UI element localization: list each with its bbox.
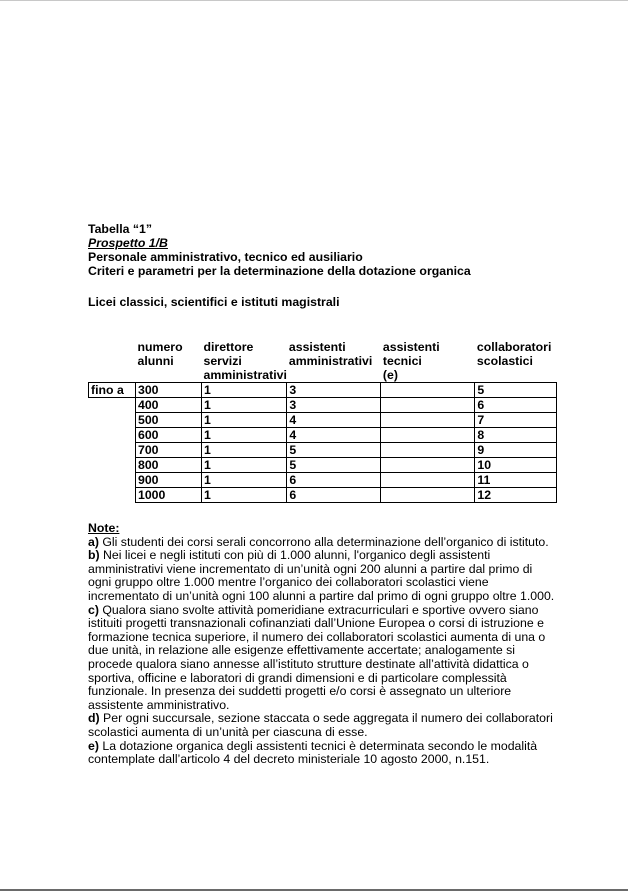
cell-assistenti-tecnici <box>381 383 475 398</box>
note-label: b) <box>88 548 100 563</box>
note-item <box>88 740 558 767</box>
cell-assistenti-tecnici <box>381 443 475 458</box>
section-subtitle: Licei classici, scientifici e istituti magistrali <box>88 295 340 309</box>
cell-collaboratori: 10 <box>475 458 557 473</box>
note-text: Qualora siano svolte attività pomeridiane extracurriculari e sportive ovvero siano istituiti progetti transnazionali cofinanziati dall’Unione Europea o corsi di istruzione e formazione tecnica superiore, il numero dei collaboratori scolastici aumenta di una o due unità, in relazione alle esigenze effettivamente accertate; analogamente si procede qualora siano annesse all’istituto strutture destinate all’attività didattica o sportiva, officine e laboratori di grandi dimensioni e di particolare complessità funzionale. In presenza dei suddetti progetti e/o corsi è assegnato un ulteriore assistente amministrativo. <box>88 602 546 712</box>
row-prefix-cell <box>89 473 136 488</box>
table-row <box>89 413 557 428</box>
col-header-assistenti-amministrativi <box>287 340 381 383</box>
note-text: La dotazione organica degli assistenti tecnici è determinata secondo le modalità contemplate dall’articolo 4 del decreto ministeriale 10 agosto 2000, n.151. <box>88 738 538 767</box>
col-header-numero-alunni <box>136 340 202 383</box>
note-text: Nei licei e negli istituti con più di 1.000 alunni, l'organico degli assistenti amministrativi viene incrementato di un’unità ogni 200 alunni a partire dal primo di ogni gruppo oltre 1.000 mentre l’organico dei collaboratori scolastici viene incrementato di un’unità ogni 100 alunni a partire dal primo di ogni gruppo oltre 1.000. <box>88 548 555 603</box>
table-row <box>89 383 557 398</box>
header-text: amministrativi <box>203 368 287 382</box>
cell-assistenti-amministrativi: 3 <box>287 383 381 398</box>
cell-assistenti-tecnici <box>381 473 475 488</box>
cell-collaboratori: 8 <box>475 428 557 443</box>
note-label: e) <box>88 738 99 753</box>
cell-assistenti-amministrativi: 4 <box>287 428 381 443</box>
note-text: Gli studenti dei corsi serali concorrono alla determinazione dell’organico di istituto. <box>98 534 549 549</box>
note-label: c) <box>88 602 99 617</box>
row-prefix-cell <box>89 413 136 428</box>
row-prefix-cell <box>89 398 136 413</box>
col-header-direttore <box>202 340 287 383</box>
table-header-row <box>89 340 557 383</box>
cell-assistenti-tecnici <box>381 398 475 413</box>
header-text: direttore <box>203 340 254 354</box>
cell-alunni: 900 <box>136 473 202 488</box>
header-text: assistenti <box>382 340 440 354</box>
note-item <box>88 712 558 739</box>
cell-alunni: 700 <box>136 443 202 458</box>
cell-assistenti-tecnici <box>381 428 475 443</box>
cell-assistenti-amministrativi: 5 <box>287 443 381 458</box>
cell-alunni: 500 <box>136 413 202 428</box>
col-header-assistenti-tecnici <box>381 340 475 383</box>
note-item <box>88 549 558 603</box>
cell-direttore: 1 <box>202 488 287 503</box>
document-header <box>88 222 608 278</box>
header-text: (e) <box>382 368 398 382</box>
header-spacer <box>89 340 136 383</box>
cell-assistenti-amministrativi: 4 <box>287 413 381 428</box>
row-prefix-cell <box>89 488 136 503</box>
note-item <box>88 604 558 713</box>
cell-direttore: 1 <box>202 443 287 458</box>
prospect-label: Prospetto 1/B <box>88 236 168 250</box>
cell-collaboratori: 5 <box>475 383 557 398</box>
note-label: d) <box>88 711 100 726</box>
header-line-2: Criteri e parametri per la determinazione della dotazione organica <box>88 264 471 278</box>
cell-alunni: 300 <box>136 383 202 398</box>
row-prefix-cell <box>89 428 136 443</box>
cell-assistenti-tecnici <box>381 488 475 503</box>
cell-alunni: 800 <box>136 458 202 473</box>
row-prefix-cell: fino a <box>89 383 136 398</box>
header-text: alunni <box>137 354 174 368</box>
cell-collaboratori: 12 <box>475 488 557 503</box>
cell-collaboratori: 6 <box>475 398 557 413</box>
cell-assistenti-amministrativi: 5 <box>287 458 381 473</box>
cell-assistenti-amministrativi: 6 <box>287 473 381 488</box>
table-row <box>89 458 557 473</box>
header-text: scolastici <box>476 354 533 368</box>
cell-assistenti-amministrativi: 6 <box>287 488 381 503</box>
cell-collaboratori: 11 <box>475 473 557 488</box>
header-text: tecnici <box>382 354 422 368</box>
col-header-collaboratori <box>475 340 557 383</box>
header-text: collaboratori <box>476 340 552 354</box>
cell-direttore: 1 <box>202 473 287 488</box>
cell-collaboratori: 7 <box>475 413 557 428</box>
row-prefix-cell <box>89 443 136 458</box>
table-row <box>89 428 557 443</box>
cell-assistenti-tecnici <box>381 413 475 428</box>
row-prefix-cell <box>89 458 136 473</box>
cell-alunni: 400 <box>136 398 202 413</box>
header-text: servizi <box>203 354 242 368</box>
cell-alunni: 1000 <box>136 488 202 503</box>
page-bottom-border <box>0 889 628 891</box>
header-line-1: Personale amministrativo, tecnico ed ausiliario <box>88 250 363 264</box>
table-row <box>89 443 557 458</box>
cell-direttore: 1 <box>202 428 287 443</box>
cell-direttore: 1 <box>202 413 287 428</box>
header-text: numero <box>137 340 183 354</box>
cell-assistenti-amministrativi: 3 <box>287 398 381 413</box>
cell-assistenti-tecnici <box>381 458 475 473</box>
page-top-border <box>0 0 628 1</box>
cell-collaboratori: 9 <box>475 443 557 458</box>
notes-section <box>88 522 558 767</box>
cell-direttore: 1 <box>202 383 287 398</box>
cell-direttore: 1 <box>202 458 287 473</box>
note-label: a) <box>88 534 99 549</box>
table-row <box>89 473 557 488</box>
table-label: Tabella “1” <box>88 222 153 236</box>
notes-title: Note: <box>88 521 120 535</box>
note-text: Per ogni succursale, sezione staccata o sede aggregata il numero dei collaboratori scolastici aumenta di un’unità per ciascuna di esse. <box>88 711 553 739</box>
header-text: assistenti <box>288 340 346 354</box>
staffing-table <box>88 340 557 503</box>
table-row <box>89 488 557 503</box>
header-text: amministrativi <box>288 354 373 368</box>
cell-alunni: 600 <box>136 428 202 443</box>
note-item <box>88 536 558 550</box>
table-row <box>89 398 557 413</box>
cell-direttore: 1 <box>202 398 287 413</box>
